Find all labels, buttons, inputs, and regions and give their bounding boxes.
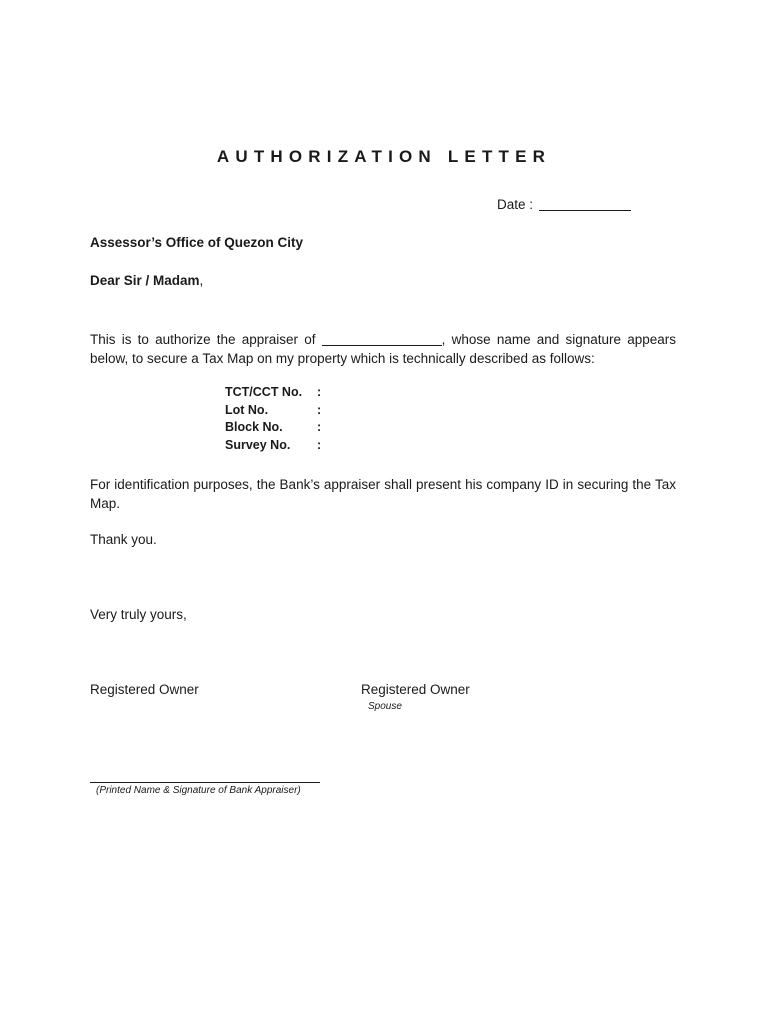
property-separator: : bbox=[317, 420, 322, 435]
para1-text-start: This is to authorize the appraiser of bbox=[90, 332, 322, 347]
property-label: TCT/CCT No. bbox=[225, 385, 303, 399]
property-row-tct bbox=[225, 385, 327, 403]
salutation-comma: , bbox=[199, 273, 204, 288]
signature-caption: (Printed Name & Signature of Bank Appraiser) bbox=[96, 785, 301, 796]
closing-line: Very truly yours, bbox=[90, 607, 187, 622]
property-label: Survey No. bbox=[225, 438, 291, 453]
property-separator: : bbox=[317, 402, 322, 417]
addressee: Assessor’s Office of Quezon City bbox=[90, 235, 304, 250]
date-label: Date : bbox=[497, 197, 534, 212]
property-row-survey bbox=[225, 438, 327, 456]
thanks-line: Thank you. bbox=[90, 532, 157, 547]
identification-paragraph: For identification purposes, the Bank’s appraiser shall present his company ID in securing the Tax Map. bbox=[90, 477, 676, 511]
authorization-paragraph bbox=[90, 330, 676, 368]
salutation bbox=[90, 273, 203, 288]
appraiser-blank-line bbox=[322, 345, 442, 346]
property-label: Block No. bbox=[225, 420, 283, 435]
date-blank-line bbox=[539, 210, 631, 211]
property-label: Lot No. bbox=[225, 402, 269, 417]
registered-owner-left: Registered Owner bbox=[90, 682, 199, 697]
salutation-text: Dear Sir / Madam bbox=[90, 273, 200, 288]
property-details bbox=[225, 385, 327, 456]
date-row bbox=[497, 197, 631, 212]
para1-text-end: , whose name and signature appears below, to secure a Tax Map on my property which is technically described as follows: bbox=[90, 332, 676, 366]
signature-line bbox=[90, 782, 320, 783]
property-row-lot bbox=[225, 403, 327, 421]
property-row-block bbox=[225, 420, 327, 438]
spouse-label: Spouse bbox=[368, 701, 402, 712]
property-separator: : bbox=[317, 438, 322, 453]
registered-owner-right: Registered Owner bbox=[361, 682, 470, 697]
letter-title: AUTHORIZATION LETTER bbox=[216, 147, 552, 166]
property-separator: : bbox=[317, 385, 322, 399]
